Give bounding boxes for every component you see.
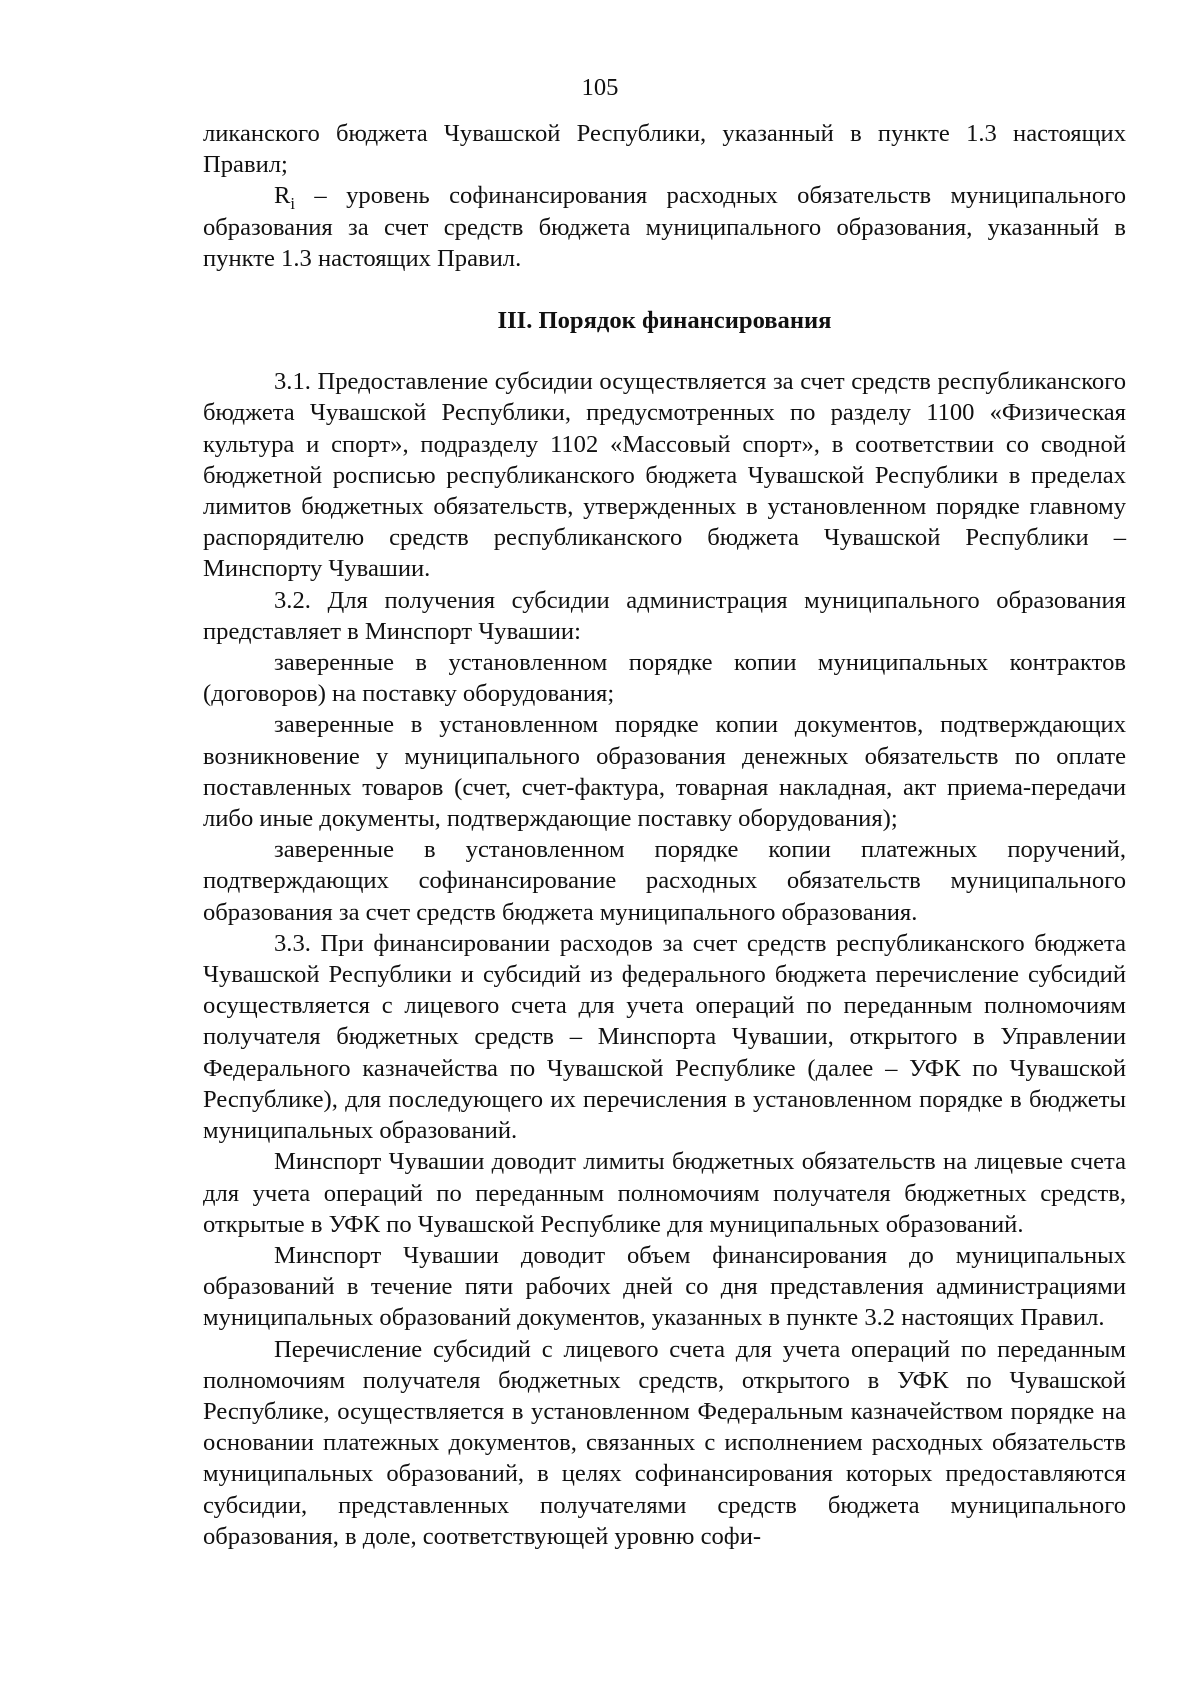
paragraph-3-3: 3.3. При финансировании расходов за счет средств республиканского бюджета Чувашской Республики и субсидий из федерального бюджета перечисление субсидий осуществляется с лицевого счета для учета операций по переданным полномочиям получателя бюджетных средств – Минспорта Чувашии, открытого в Управлении Федерального казначейства по Чувашской Республике (далее – УФК по Чувашской Республике), для последующего их перечисления в установленном порядке в бюджеты муниципальных образований. (203, 929, 1126, 1145)
page-number: 105 (581, 74, 619, 101)
section-heading: III. Порядок финансирования (497, 307, 832, 335)
paragraph-limits: Минспорт Чувашии доводит лимиты бюджетных обязательств на лицевые счета для учета операций по переданным полномочиям получателя бюджетных средств, открытые в УФК по Чувашской Республике для муниципальных образований. (203, 1148, 1126, 1238)
paragraph-3-1: 3.1. Предоставление субсидии осуществляется за счет средств республиканского бюджета Чувашской Республики, предусмотренных по разделу 1100 «Физическая культура и спорт», подразделу 1102 «Массовый спорт», в соответствии со сводной бюджетной росписью республиканского бюджета Чувашской Республики в пределах лимитов бюджетных обязательств, утвержденных в установленном порядке главному распорядителю средств республиканского бюджета Чувашской Республики – Минспорту Чувашии. (203, 368, 1126, 583)
symbol-r: R (274, 182, 291, 210)
paragraph-list-item: заверенные в установленном порядке копии платежных поручений, подтверждающих софинансирование расходных обязательств муниципального образования за счет средств бюджета муниципального образования. (203, 836, 1126, 926)
paragraph-transfer: Перечисление субсидий с лицевого счета для учета операций по переданным полномочиям получателя бюджетных средств, открытого в УФК по Чувашской Республике, осуществляется в установленном Федеральным казначейством порядке на основании платежных документов, связанных с исполнением расходных обязательств муниципальных образований, в целях софинансирования которых предоставляются субсидии, представленных получателями средств бюджета муниципального образования, в доле, соответствующей уровню софи- (203, 1335, 1126, 1550)
document-body (203, 118, 1126, 1552)
paragraph-list-item: заверенные в установленном порядке копии муниципальных контрактов (договоров) на поставку оборудования; (203, 649, 1126, 708)
paragraph-continuation: ликанского бюджета Чувашской Республики, указанный в пункте 1.3 настоящих Правил; (203, 120, 1126, 179)
paragraph-list-item: заверенные в установленном порядке копии документов, подтверждающих возникновение у муниципального образования денежных обязательств по оплате поставленных товаров (счет, счет-фактура, товарная накладная, акт приема-передачи либо иные документы, подтверждающие поставку оборудования); (203, 711, 1126, 833)
paragraph-financing-volume: Минспорт Чувашии доводит объем финансирования до муниципальных образований в течение пяти рабочих дней со дня представления администрациями муниципальных образований документов, указанных в пункте 3.2 настоящих Правил. (203, 1241, 1126, 1332)
paragraph-definition-ri (203, 180, 1126, 274)
paragraph-3-2: 3.2. Для получения субсидии администрация муниципального образования представляет в Минспорт Чувашии: (203, 586, 1126, 645)
definition-text: – уровень софинансирования расходных обязательств муниципального образования за счет средств бюджета муниципального образования, указанный в пункте 1.3 настоящих Правил. (203, 182, 1126, 272)
formula-symbol (274, 182, 296, 214)
symbol-subscript: i (290, 194, 296, 214)
